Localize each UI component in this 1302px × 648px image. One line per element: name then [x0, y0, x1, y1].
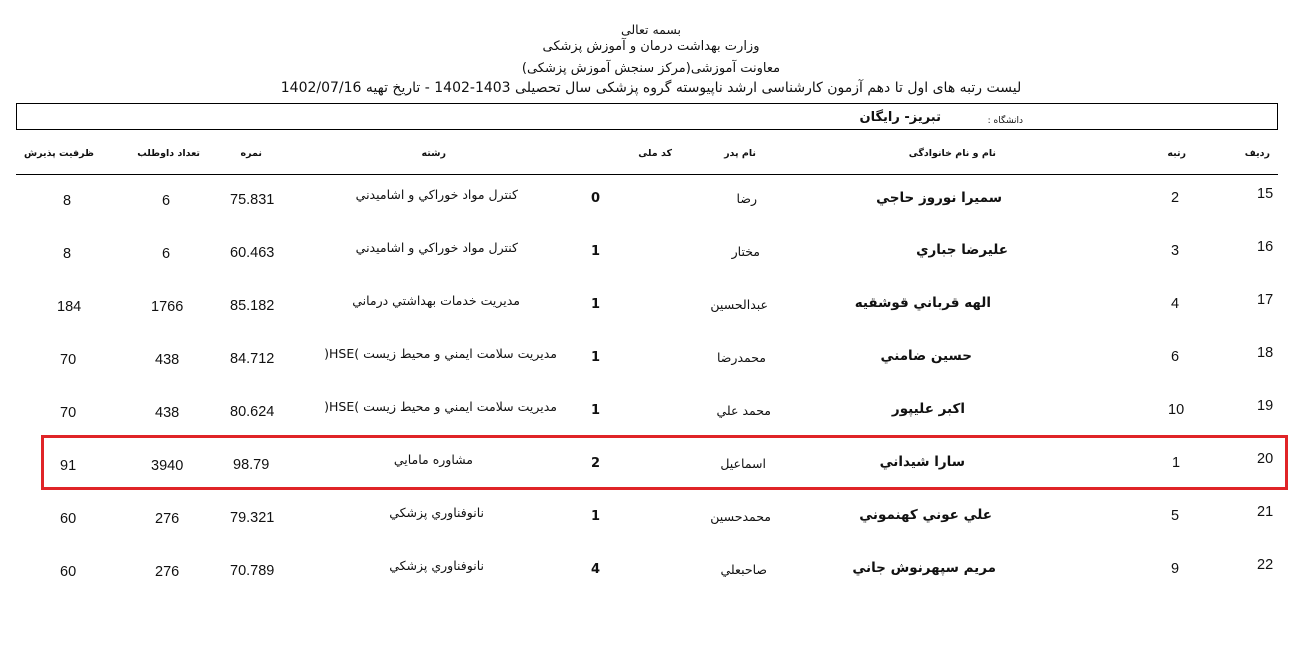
score-cell: 75.831	[230, 192, 275, 208]
national-code-cell: 0	[591, 191, 601, 206]
col-capacity: ظرفیت پذیرش	[24, 148, 94, 159]
score-cell: 85.182	[230, 298, 275, 314]
radif-cell: 21	[1257, 504, 1274, 520]
score-cell: 84.712	[230, 351, 275, 367]
radif-cell: 16	[1257, 239, 1274, 255]
field-cell: نانوفناوري پزشكي	[389, 558, 484, 573]
capacity-cell: 91	[60, 458, 77, 474]
rank-cell: 3	[1171, 243, 1180, 259]
field-cell: مديريت سلامت ايمني و محيط زيست )HSE(	[324, 399, 557, 414]
university-name: تبریز- رایگان	[859, 110, 941, 125]
capacity-cell: 60	[60, 564, 77, 580]
capacity-cell: 70	[60, 352, 77, 368]
radif-cell: 15	[1257, 186, 1274, 202]
header-line-bismillah: بسمه تعالی	[620, 22, 682, 37]
applicants-cell: 276	[155, 564, 180, 580]
table-row	[0, 345, 1302, 398]
col-radif: ردیف	[1244, 148, 1270, 159]
name-cell: مريم سپهرنوش جاني	[852, 560, 996, 576]
table-row	[0, 292, 1302, 345]
name-cell: الهه قرباني قوشقيه	[854, 295, 991, 311]
score-cell: 80.624	[230, 404, 275, 420]
capacity-cell: 184	[57, 299, 82, 315]
capacity-cell: 8	[63, 193, 72, 209]
radif-cell: 22	[1257, 557, 1274, 573]
applicants-cell: 438	[155, 405, 180, 421]
father-cell: صاحبعلي	[720, 562, 767, 577]
col-field: رشته	[421, 148, 446, 159]
header-line-title: لیست رتبه های اول تا دهم آزمون کارشناسی ارشد ناپیوسته گروه پزشکی سال تحصیلی 1403-1402 - تاریخ تهیه 1402/07/16	[280, 80, 1022, 96]
father-cell: مختار	[731, 244, 760, 259]
national-code-cell: 1	[591, 297, 601, 312]
score-cell: 60.463	[230, 245, 275, 261]
field-cell: مشاوره مامايي	[393, 452, 473, 467]
rank-cell: 10	[1168, 402, 1185, 418]
name-cell: عليرضا جباري	[916, 242, 1008, 258]
header-divider	[16, 174, 1278, 175]
field-cell: مديريت سلامت ايمني و محيط زيست )HSE(	[324, 346, 557, 361]
capacity-cell: 8	[63, 246, 72, 262]
col-score: نمره	[240, 148, 262, 159]
national-code-cell: 1	[591, 350, 601, 365]
name-cell: سارا شيداني	[879, 454, 965, 470]
table-row	[0, 504, 1302, 557]
applicants-cell: 276	[155, 511, 180, 527]
rank-cell: 2	[1171, 190, 1180, 206]
radif-cell: 17	[1257, 292, 1274, 308]
table-row	[0, 239, 1302, 292]
national-code-cell: 2	[591, 456, 601, 471]
national-code-cell: 1	[591, 244, 601, 259]
national-code-cell: 1	[591, 509, 601, 524]
national-code-cell: 4	[591, 562, 601, 577]
radif-cell: 20	[1257, 451, 1274, 467]
capacity-cell: 70	[60, 405, 77, 421]
national-code-cell: 1	[591, 403, 601, 418]
col-applicants: تعداد داوطلب	[137, 148, 200, 159]
col-national-code: کد ملی	[638, 148, 672, 159]
name-cell: سميرا نوروز حاجي	[876, 190, 1002, 206]
header-line-ministry: وزارت بهداشت درمان و آموزش پزشکی	[542, 39, 760, 54]
table-row	[0, 557, 1302, 610]
radif-cell: 18	[1257, 345, 1274, 361]
field-cell: كنترل مواد خوراكي و اشاميدني	[355, 187, 518, 202]
father-cell: محمد علي	[716, 403, 771, 418]
applicants-cell: 6	[162, 193, 171, 209]
applicants-cell: 438	[155, 352, 180, 368]
rank-cell: 9	[1171, 561, 1180, 577]
col-father-name: نام پدر	[724, 148, 756, 159]
university-box	[16, 103, 1278, 130]
score-cell: 79.321	[230, 510, 275, 526]
name-cell: علي عوني كهنموني	[859, 507, 992, 523]
father-cell: عبدالحسين	[710, 297, 768, 312]
university-label: دانشگاه :	[987, 116, 1023, 126]
father-cell: محمدحسين	[710, 509, 771, 524]
capacity-cell: 60	[60, 511, 77, 527]
rank-cell: 5	[1171, 508, 1180, 524]
rank-cell: 1	[1172, 455, 1181, 471]
applicants-cell: 1766	[151, 299, 184, 315]
score-cell: 70.789	[230, 563, 275, 579]
col-rank: رتبه	[1167, 148, 1186, 159]
rank-cell: 4	[1171, 296, 1180, 312]
father-cell: اسماعيل	[720, 456, 766, 471]
father-cell: محمدرضا	[716, 350, 766, 365]
field-cell: نانوفناوري پزشكي	[389, 505, 484, 520]
field-cell: مديريت خدمات بهداشتي درماني	[352, 293, 520, 308]
name-cell: حسين ضامني	[880, 348, 972, 364]
applicants-cell: 3940	[151, 458, 184, 474]
table-row	[0, 186, 1302, 239]
name-cell: اكبر عليپور	[891, 401, 965, 417]
highlight-box	[41, 435, 1288, 490]
field-cell: كنترل مواد خوراكي و اشاميدني	[355, 240, 518, 255]
father-cell: رضا	[736, 191, 757, 206]
applicants-cell: 6	[162, 246, 171, 262]
header-line-deputy: معاونت آموزشی(مرکز سنجش آموزش پزشکی)	[521, 61, 781, 76]
score-cell: 98.79	[233, 457, 270, 473]
col-full-name: نام و نام خانوادگی	[908, 148, 996, 159]
rank-cell: 6	[1171, 349, 1180, 365]
radif-cell: 19	[1257, 398, 1274, 414]
